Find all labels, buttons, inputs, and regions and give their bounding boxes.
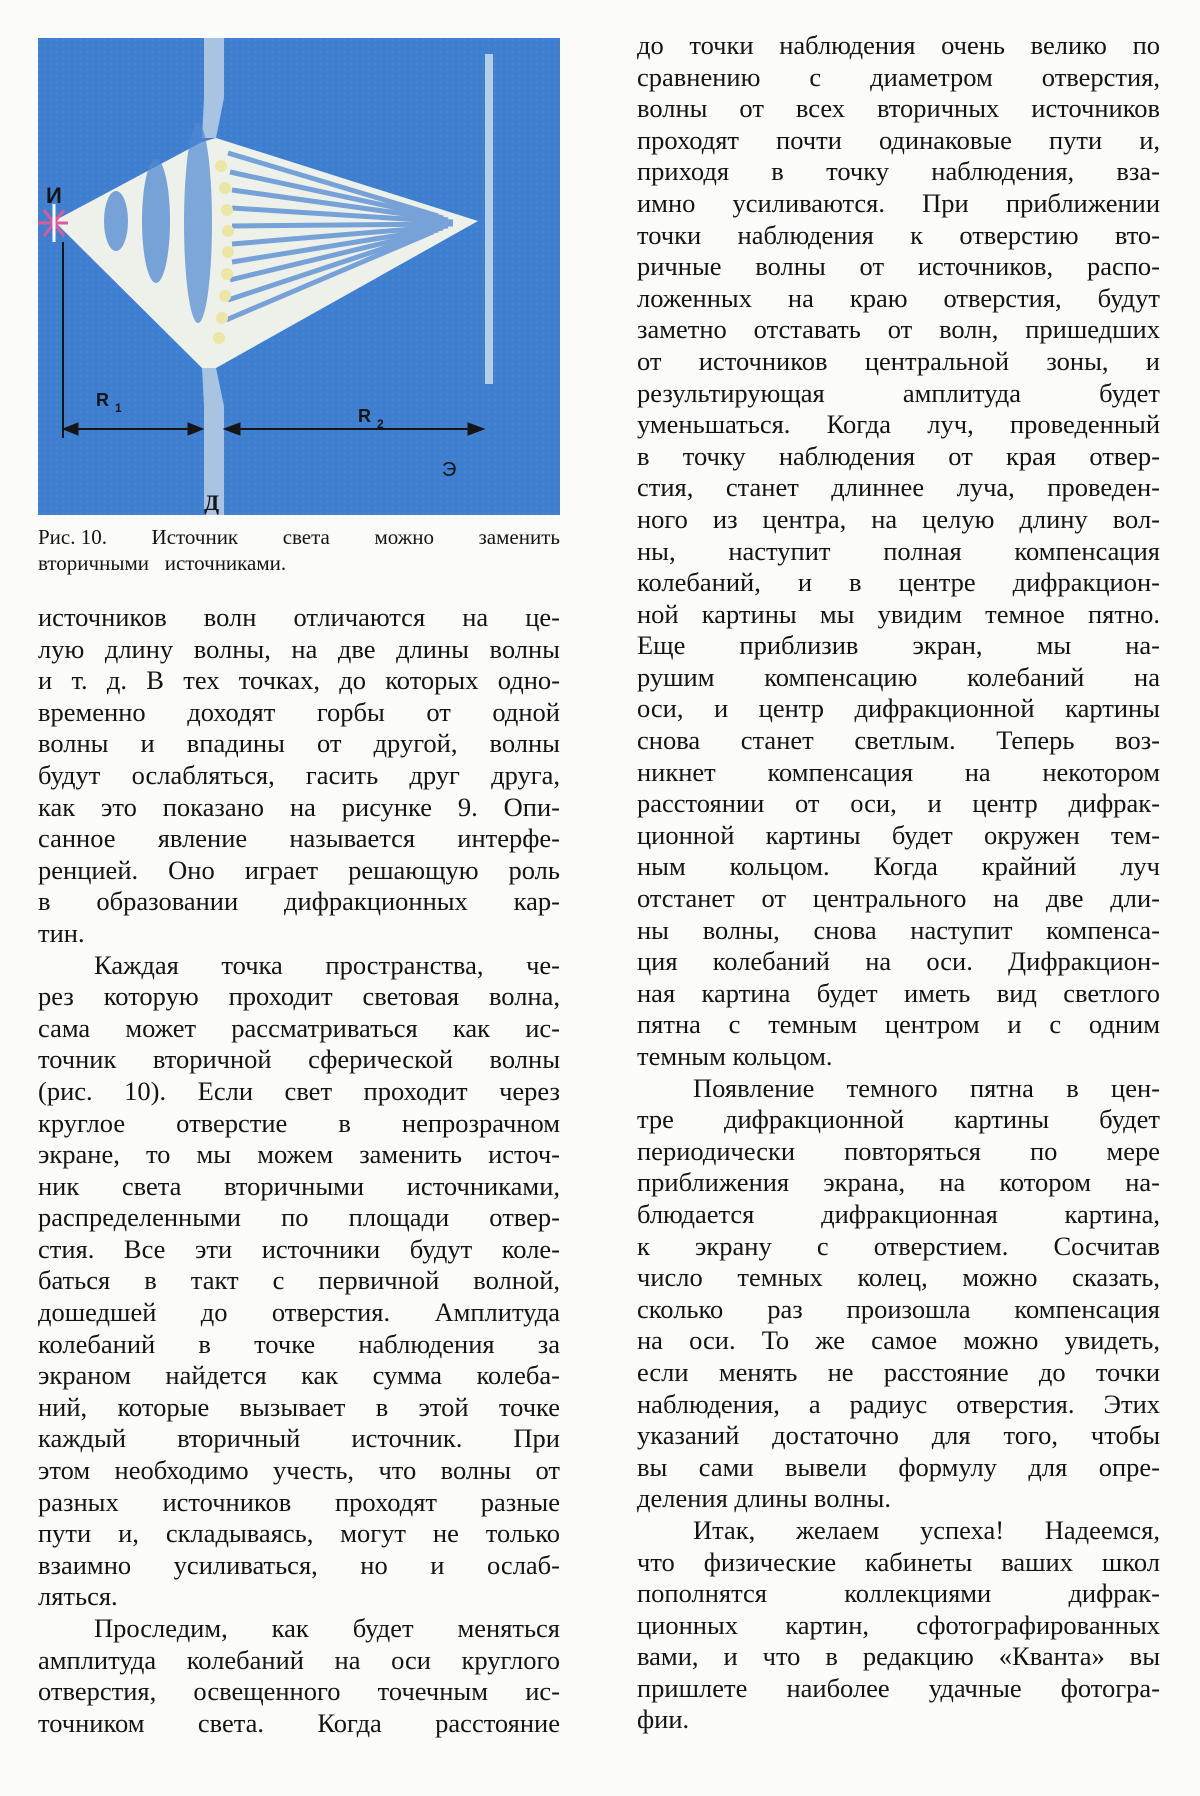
text-line: и т. д. В тех точках, до которых одно-: [38, 665, 560, 696]
text-line: наблюдения, а радиус отверстия. Этих: [637, 1388, 1160, 1419]
caption-word: заменить: [478, 525, 560, 549]
text-line: в образовании дифракционных кар-: [38, 886, 560, 917]
text-line: заметно отставать от волн, пришедших: [637, 314, 1160, 345]
text-line: стия. Все эти источники будут коле-: [38, 1233, 560, 1264]
text-line: источников волн отличаются на це-: [38, 602, 560, 632]
text-line: сравнению с диаметром отверстия,: [637, 61, 1160, 92]
paragraph-start-line: Появление темного пятна в цен-: [693, 1072, 1160, 1103]
text-line: будут ослабляться, гасить друг друга,: [38, 759, 560, 790]
text-line: отстанет от центрального на две дли-: [637, 883, 1160, 914]
text-line: фии.: [637, 1704, 690, 1735]
paragraph-start-line: Проследим, как будет меняться: [94, 1613, 560, 1643]
observation-screen: [485, 54, 493, 384]
text-line: распределенными по площади отвер-: [38, 1202, 560, 1233]
text-line: взаимно усиливаться, но и ослаб-: [38, 1549, 560, 1580]
text-line: что физические кабинеты ваших школ: [637, 1546, 1160, 1577]
source-label: И: [46, 183, 62, 208]
text-line: тин.: [38, 917, 85, 948]
paragraph-start-line: Каждая точка пространства, че-: [94, 949, 560, 980]
text-line: ренцией. Оно играет решающую роль: [38, 854, 560, 885]
paragraph-start-line: Итак, желаем успеха! Надеемся,: [693, 1514, 1160, 1545]
text-line: ляться.: [38, 1581, 118, 1612]
text-line: разных источников проходят разные: [38, 1486, 560, 1517]
text-line: ник света вторичными источниками,: [38, 1170, 560, 1201]
text-line: до точки наблюдения очень велико по: [637, 30, 1160, 60]
text-line: имно усиливаются. При приближении: [637, 187, 1160, 218]
text-line: ны волны, снова наступит компенса-: [637, 914, 1160, 945]
r2-label: R $_2$: [358, 406, 384, 431]
text-line: волны от всех вторичных источников: [637, 93, 1160, 124]
text-line: Еще приблизив экран, мы на-: [637, 630, 1160, 661]
caption-line-1: [38, 524, 560, 550]
figure-10-diffraction-diagram: [38, 38, 560, 515]
text-line: круглое отверстие в непрозрачном: [38, 1107, 560, 1138]
text-line: если менять не расстояние до точки: [637, 1356, 1160, 1387]
diffraction-illustration: [38, 38, 560, 515]
text-line: колебаний в точке наблюдения за: [38, 1328, 560, 1359]
text-line: снова станет светлым. Теперь воз-: [637, 725, 1160, 756]
text-line: к экрану с отверстием. Сосчитав: [637, 1230, 1160, 1261]
text-line: пришлете наиболее удачные фотогра-: [637, 1672, 1160, 1703]
text-line: сама может рассматриваться как ис-: [38, 1012, 560, 1043]
text-line: периодически повторяться по мере: [637, 1135, 1160, 1166]
text-line: никнет компенсация на некотором: [637, 756, 1160, 787]
text-line: точником света. Когда расстояние: [38, 1707, 560, 1738]
figure-caption: [38, 524, 560, 576]
text-line: в точку наблюдения от края отвер-: [637, 440, 1160, 471]
text-line: ложенных на краю отверстия, будут: [637, 282, 1160, 313]
text-line: результирующая амплитуда будет: [637, 377, 1160, 408]
text-line: (рис. 10). Если свет проходит через: [38, 1075, 560, 1106]
r1-label: R $_1$: [96, 390, 122, 415]
text-line: экраном найдется как сумма колеба-: [38, 1360, 560, 1391]
text-line: рушим компенсацию колебаний на: [637, 661, 1160, 692]
right-column-text: [637, 30, 1160, 1736]
caption-line-2: вторичными источниками.: [38, 551, 287, 575]
caption-word: можно: [374, 525, 434, 549]
text-line: указаний достаточно для того, чтобы: [637, 1420, 1160, 1451]
text-line: отверстия, освещенного точечным ис-: [38, 1676, 560, 1707]
text-line: уменьшаться. Когда луч, проведенный: [637, 409, 1160, 440]
text-line: пополнятся коллекциями дифрак-: [637, 1578, 1160, 1609]
text-line: колебаний, и в центре дифракцион-: [637, 567, 1160, 598]
text-line: этом необходимо учесть, что волны от: [38, 1455, 560, 1486]
text-line: ная картина будет иметь вид светлого: [637, 977, 1160, 1008]
caption-word: Рис. 10.: [38, 525, 107, 549]
text-line: ний, которые вызывает в этой точке: [38, 1391, 560, 1422]
text-line: баться в такт с первичной волной,: [38, 1265, 560, 1296]
text-line: пути и, складываясь, могут не только: [38, 1518, 560, 1549]
text-line: точник вторичной сферической волны: [38, 1044, 560, 1075]
text-line: дошедшей до отверстия. Амплитуда: [38, 1297, 560, 1328]
text-line: ного из центра, на целую длину вол-: [637, 503, 1160, 534]
text-line: санное явление называется интерфе-: [38, 823, 560, 854]
caption-word: Источник: [151, 525, 239, 549]
text-line: ной картины мы увидим темное пятно.: [637, 598, 1160, 629]
text-line: оси, и центр дифракционной картины: [637, 693, 1160, 724]
text-line: приходя в точку наблюдения, вза-: [637, 156, 1160, 187]
text-line: темным кольцом.: [637, 1041, 833, 1071]
caption-word: света: [282, 525, 330, 549]
text-line: от источников центральной зоны, и: [637, 345, 1160, 376]
text-line: блюдается дифракционная картина,: [637, 1198, 1160, 1229]
text-line: волны и впадины от другой, волны: [38, 728, 560, 759]
text-line: ным кольцом. Когда крайний луч: [637, 851, 1160, 882]
text-line: ны, наступит полная компенсация: [637, 535, 1160, 566]
text-line: число темных колец, можно сказать,: [637, 1262, 1160, 1293]
text-line: амплитуда колебаний на оси круглого: [38, 1644, 560, 1675]
text-line: как это показано на рисунке 9. Опи-: [38, 791, 560, 822]
text-line: ционных картин, сфотографированных: [637, 1609, 1160, 1640]
text-line: вами, и что в редакцию «Кванта» вы: [637, 1641, 1160, 1672]
text-line: на оси. То же самое можно увидеть,: [637, 1325, 1160, 1356]
screen-label: Э: [442, 459, 457, 481]
text-line: ричные волны от источников, распо-: [637, 251, 1160, 282]
text-line: каждый вторичный источник. При: [38, 1423, 560, 1454]
text-line: расстоянии от оси, и центр дифрак-: [637, 788, 1160, 819]
text-line: экране, то мы можем заменить источ-: [38, 1139, 560, 1170]
left-column-text: [38, 602, 560, 1739]
text-line: стия, станет длиннее луча, проведен-: [637, 472, 1160, 503]
text-line: ция колебаний на оси. Дифракцион-: [637, 946, 1160, 977]
text-line: приближения экрана, на котором на-: [637, 1167, 1160, 1198]
text-line: лую длину волны, на две длины волны: [38, 633, 560, 664]
text-line: точки наблюдения к отверстию вто-: [637, 219, 1160, 250]
text-line: пятна с темным центром и с одним: [637, 1009, 1160, 1040]
text-line: временно доходят горбы от одной: [38, 696, 560, 727]
diaphragm-label: Д: [204, 490, 220, 515]
text-line: деления длины волны.: [637, 1483, 891, 1514]
text-line: тре дифракционной картины будет: [637, 1104, 1160, 1135]
text-line: проходят почти одинаковые пути и,: [637, 124, 1160, 155]
text-line: вы сами вывели формулу для опре-: [637, 1451, 1160, 1482]
text-line: ционной картины будет окружен тем-: [637, 819, 1160, 850]
text-line: сколько раз произошла компенсация: [637, 1293, 1160, 1324]
text-line: рез которую проходит световая волна,: [38, 981, 560, 1012]
